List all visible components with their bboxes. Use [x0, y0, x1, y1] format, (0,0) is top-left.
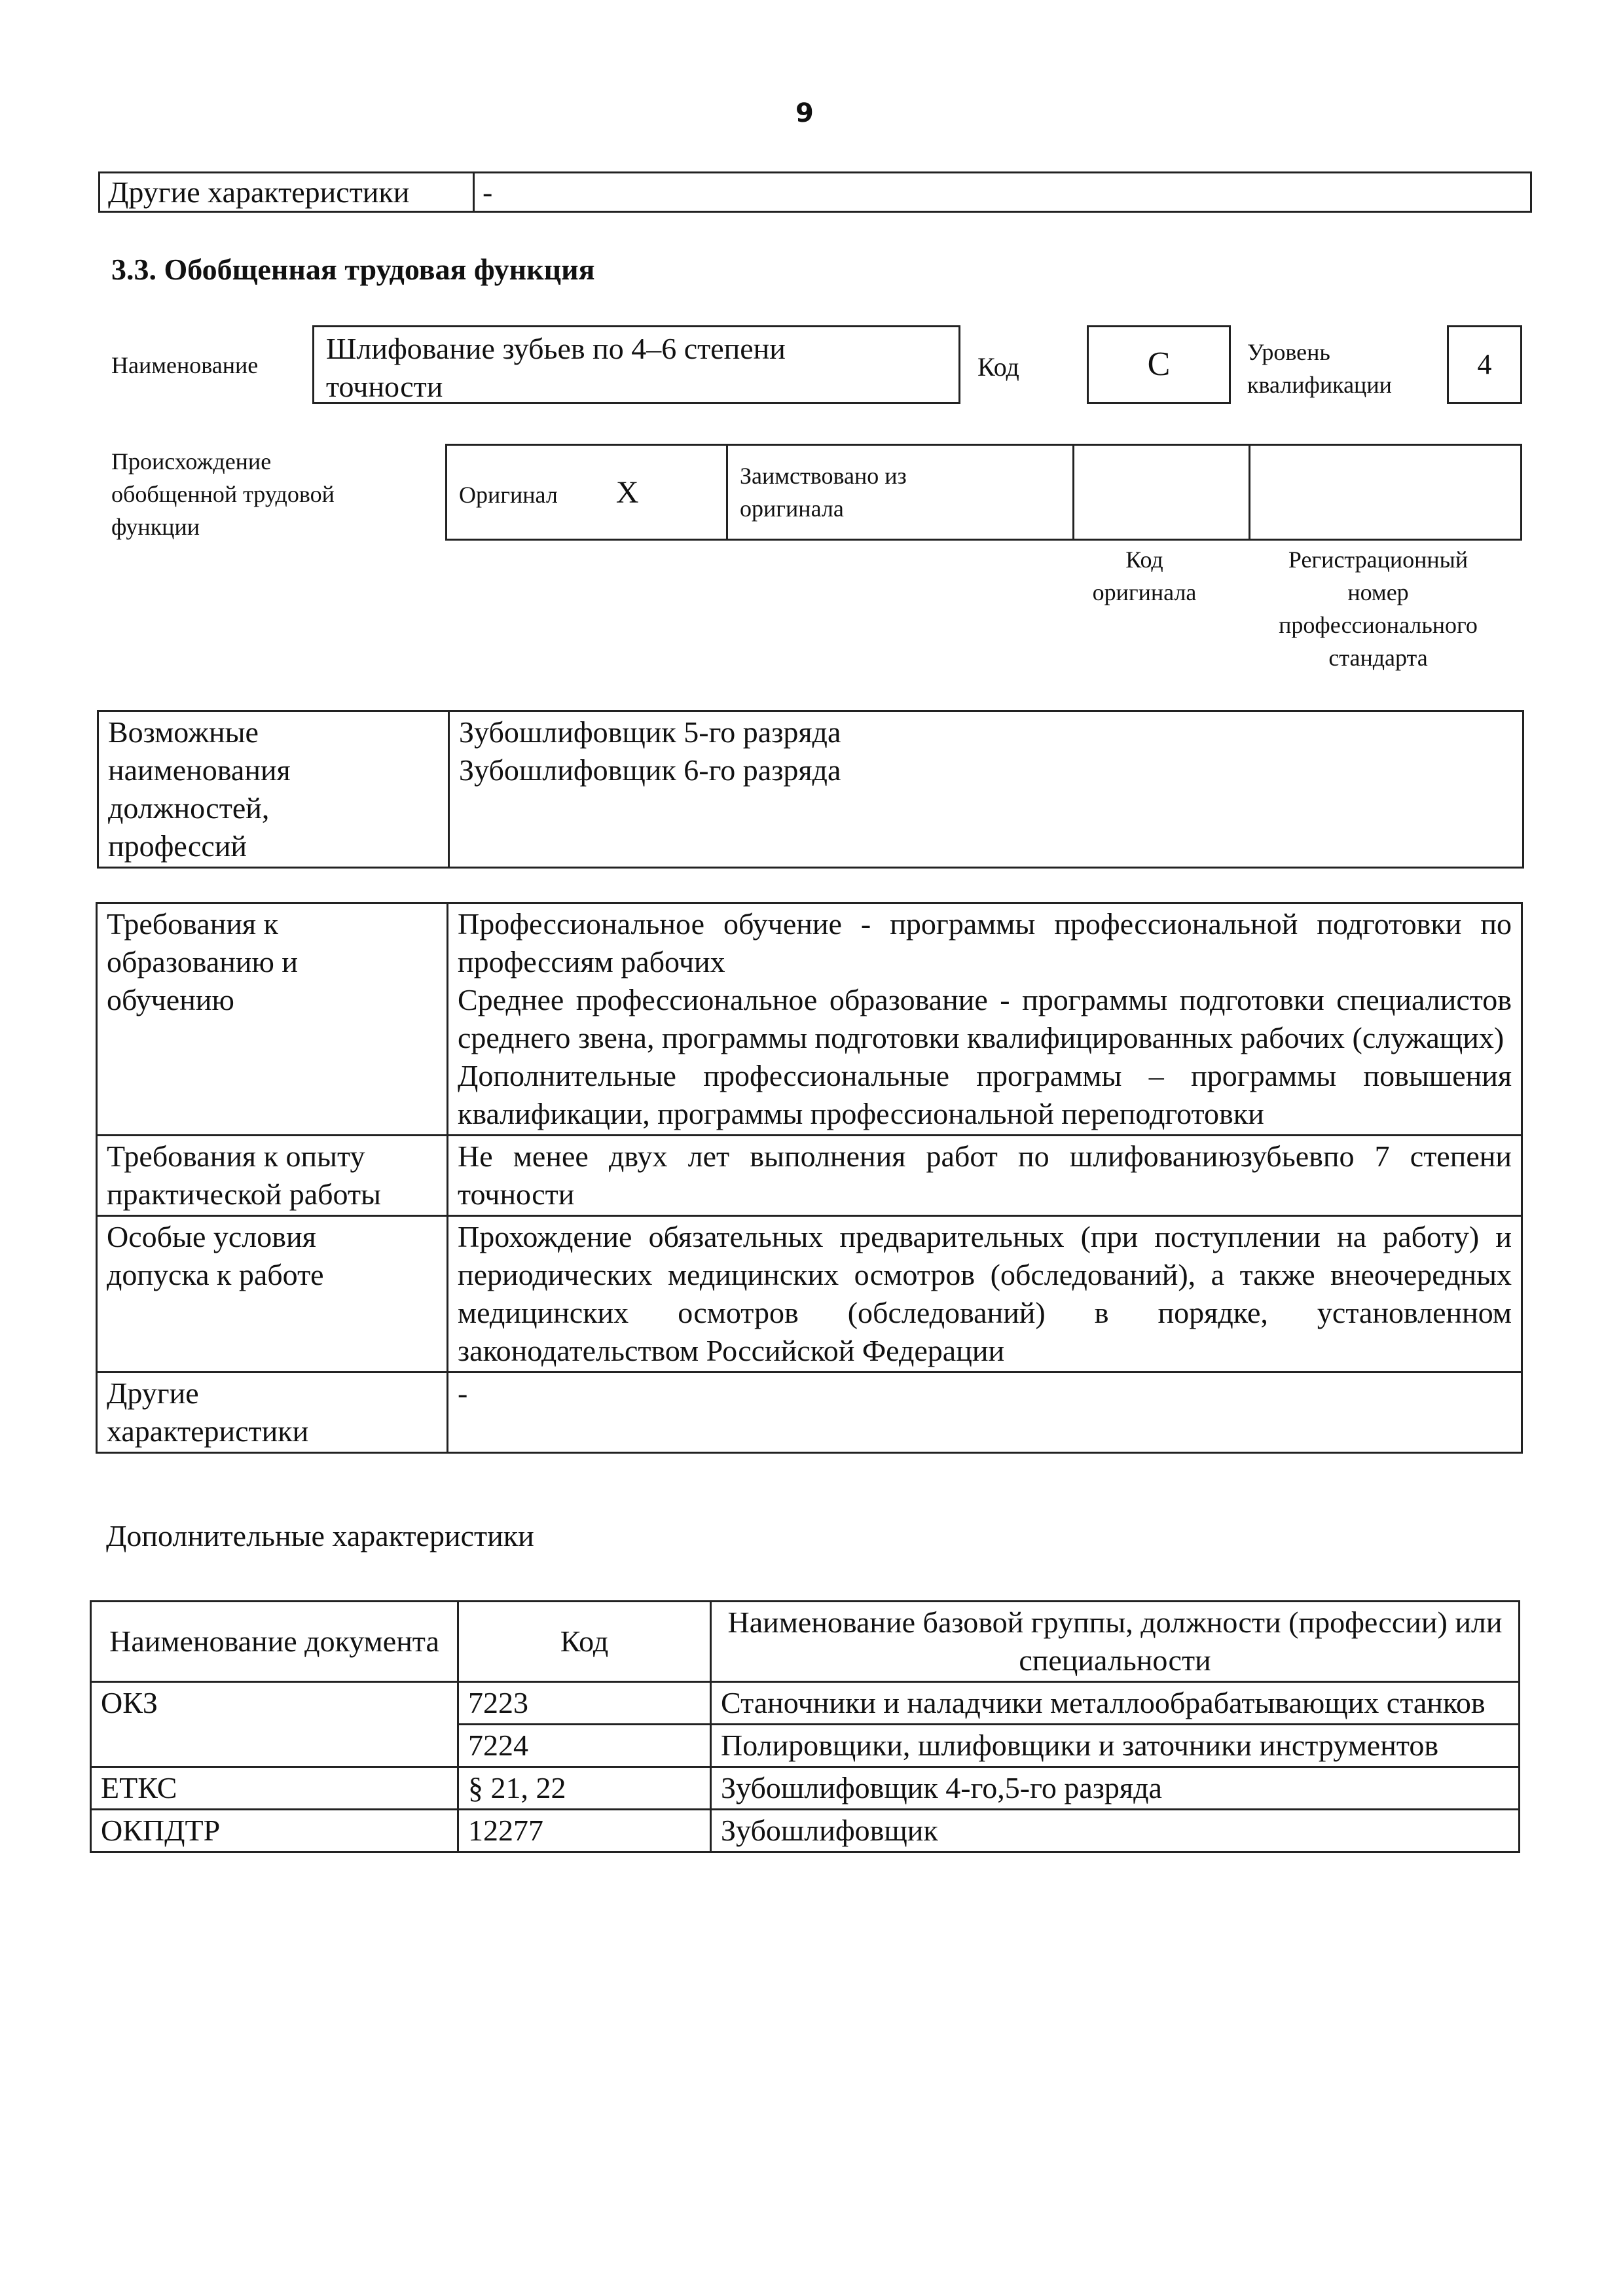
conditions-value: Прохождение обязательных предварительных (при поступлении на работу) и периодических медицинских осмотров (обследований), а также внеочередных медицинских осмотров (обследований) в порядке, установленном законодательством Российской Федерации [448, 1216, 1522, 1372]
positions-label-line-1: Возможные [108, 715, 259, 749]
borrowed-cell [727, 445, 1074, 540]
name-line-2: точности [326, 370, 443, 403]
positions-value [449, 711, 1523, 868]
other-label-line-1: Другие [107, 1376, 199, 1410]
code-caption-line-1: Код [1125, 547, 1163, 573]
name-box [312, 325, 960, 404]
level-value: 4 [1447, 325, 1522, 404]
section-title: 3.3. Обобщенная трудовая функция [111, 253, 595, 286]
okz-doc: ОКЗ [91, 1682, 458, 1725]
additional-table [90, 1600, 1520, 1853]
origin-label-line-1: Происхождение [111, 448, 272, 475]
top-row-label: Другие характеристики [100, 173, 474, 212]
education-label-line-2: образованию и [107, 945, 298, 978]
reg-caption-line-3: профессионального [1279, 612, 1478, 638]
education-paragraph-3: Дополнительные профессиональные программы – программы повышения квалификации, программы профессиональной переподготовки [458, 1059, 1512, 1130]
okpdtr-code: 12277 [458, 1810, 711, 1852]
page-number: 9 [795, 98, 814, 128]
header-document: Наименование документа [91, 1602, 458, 1682]
positions-label-line-2: наименования [108, 753, 291, 787]
header-group-name: Наименование базовой группы, должности (профессии) или специальности [711, 1602, 1520, 1682]
education-label-line-1: Требования к [107, 907, 278, 941]
experience-value: Не менее двух лет выполнения работ по шлифованиюзубьевпо 7 степени точности [448, 1136, 1522, 1216]
experience-label-line-1: Требования к опыту [107, 1139, 365, 1173]
name-line-1: Шлифование зубьев по 4–6 степени [326, 332, 786, 365]
okpdtr-doc: ОКПДТР [91, 1810, 458, 1852]
origin-label-line-3: функции [111, 514, 200, 540]
positions-table [97, 710, 1524, 869]
name-label: Наименование [111, 352, 259, 378]
requirements-table [96, 902, 1523, 1454]
other-label-line-2: характеристики [107, 1414, 309, 1448]
positions-label-line-4: профессий [108, 829, 247, 863]
education-label [97, 903, 448, 1136]
borrowed-line-1: Заимствовано из [740, 463, 907, 489]
conditions-label-line-1: Особые условия [107, 1220, 316, 1253]
borrowed-line-2: оригинала [740, 495, 844, 522]
experience-label-line-2: практической работы [107, 1177, 381, 1211]
position-2: Зубошлифовщик 6-го разряда [459, 753, 841, 787]
position-1: Зубошлифовщик 5-го разряда [459, 715, 841, 749]
level-label-line-2: квалификации [1247, 372, 1392, 398]
education-paragraph-2: Среднее профессиональное образование - программы подготовки специалистов среднего звена, программы подготовки квалифицированных рабочих (служащих) [458, 983, 1512, 1054]
okz-doc-continued [91, 1725, 458, 1767]
top-row-value: - [474, 173, 1531, 212]
original-cell [447, 445, 727, 540]
header-code: Код [458, 1602, 711, 1682]
etks-code: § 21, 22 [458, 1767, 711, 1810]
original-label: Оригинал [459, 481, 558, 508]
additional-title: Дополнительные характеристики [106, 1519, 534, 1552]
reg-caption [1231, 543, 1525, 674]
origin-label [111, 445, 335, 543]
other-label [97, 1372, 448, 1453]
education-value [448, 903, 1522, 1136]
code-caption [1066, 543, 1223, 609]
code-caption-line-2: оригинала [1092, 579, 1197, 605]
okz-name-1: Станочники и наладчики металлообрабатывающих станков [711, 1682, 1520, 1725]
conditions-label-line-2: допуска к работе [107, 1258, 324, 1291]
reg-caption-line-1: Регистрационный [1288, 547, 1468, 573]
other-characteristics-top-table [98, 171, 1532, 213]
code-value: C [1087, 325, 1231, 404]
okz-code-1: 7223 [458, 1682, 711, 1725]
original-code-cell [1074, 445, 1250, 540]
reg-number-cell [1250, 445, 1522, 540]
original-mark: X [615, 475, 639, 510]
reg-caption-line-4: стандарта [1328, 645, 1428, 671]
okz-name-2: Полировщики, шлифовщики и заточники инструментов [711, 1725, 1520, 1767]
level-label [1247, 336, 1392, 401]
conditions-label [97, 1216, 448, 1372]
positions-label [98, 711, 449, 868]
other-value: - [448, 1372, 1522, 1453]
okpdtr-name: Зубошлифовщик [711, 1810, 1520, 1852]
etks-doc: ЕТКС [91, 1767, 458, 1810]
experience-label [97, 1136, 448, 1216]
positions-label-line-3: должностей, [108, 791, 270, 825]
education-label-line-3: обучению [107, 983, 234, 1016]
origin-table [445, 444, 1522, 541]
okz-code-2: 7224 [458, 1725, 711, 1767]
code-label: Код [977, 352, 1019, 382]
reg-caption-line-2: номер [1347, 579, 1409, 605]
etks-name: Зубошлифовщик 4-го,5-го разряда [711, 1767, 1520, 1810]
origin-label-line-2: обобщенной трудовой [111, 481, 335, 507]
level-label-line-1: Уровень [1247, 339, 1330, 365]
education-paragraph-1: Профессиональное обучение - программы профессиональной подготовки по профессиям рабочих [458, 907, 1512, 978]
